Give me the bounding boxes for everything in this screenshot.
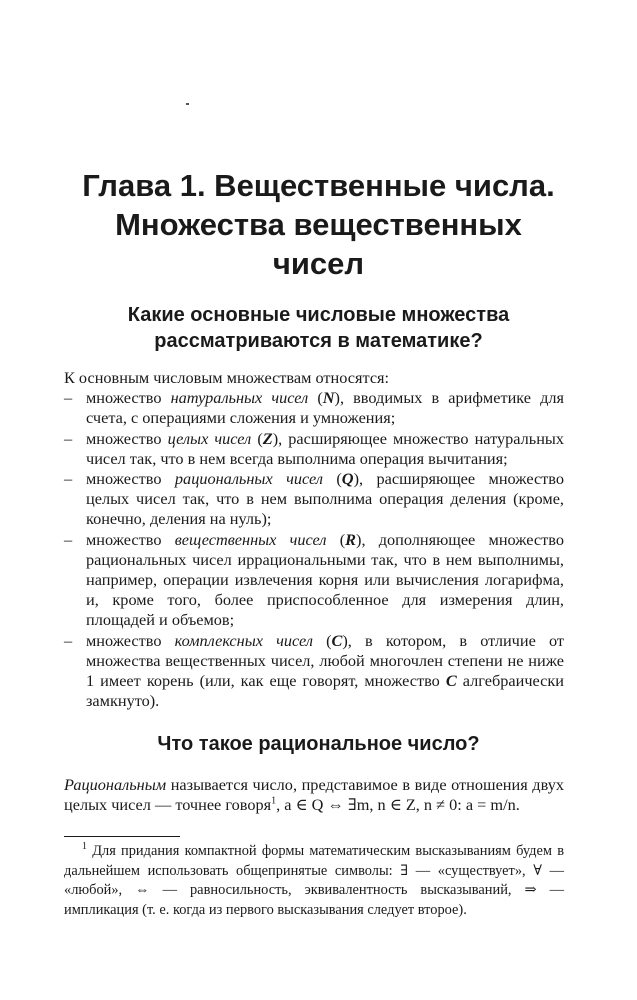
set-symbol: Q — [341, 469, 354, 489]
chapter-title-line: Множества вещественных — [115, 207, 522, 242]
item-term: вещественных чисел — [174, 529, 327, 549]
scan-speck — [186, 103, 189, 105]
intro-sentence: К основным числовым множествам относятся: — [64, 368, 390, 387]
rational-definition — [64, 775, 564, 815]
defined-term: Рациональным — [64, 775, 167, 794]
set-symbol: C — [331, 630, 343, 650]
section-heading-line: Какие основные числовые множества — [127, 304, 510, 326]
item-text: , расширяющее множество натуральных чисел так, что в нем всегда выполнима операция вычитания; — [86, 428, 564, 468]
definition-formula: , a ∈ Q ⇔ ∃m, n ∈ Z, n ≠ 0: a = m/n. — [276, 795, 520, 815]
section-heading-rational: Что такое рациональное число? — [157, 733, 480, 755]
item-term: рациональных чисел — [174, 469, 323, 489]
item-prefix: множество — [86, 469, 175, 489]
number-sets-body — [64, 368, 564, 711]
section-heading-number-sets — [40, 302, 597, 354]
list-item: – множество рациональных чисел (Q), расширяющее множество целых чисел так, что в нем выполнима операция деления (кроме, конечно, деления на нуль); — [64, 469, 564, 530]
item-text: , в котором, в отличие от множества вещественных чисел, любой многочлен степени не ниже 1 имеет корень (или, как еще говорят, множество — [86, 630, 564, 691]
section-heading-line: рассматриваются в математике? — [154, 330, 483, 352]
definition-text: называется число, представимое в виде отношения двух целых чисел — точнее говоря — [64, 775, 564, 815]
chapter-title — [40, 166, 597, 283]
item-term: натуральных чисел — [170, 388, 309, 408]
chapter-title-line: чисел — [272, 246, 365, 281]
item-text: алгебраически замкнуто). — [86, 671, 564, 711]
footnote-mark: 1 — [271, 795, 277, 807]
set-symbol: C — [445, 671, 457, 691]
list-item: – множество целых чисел (Z), расширяющее множество натуральных чисел так, что в нем всегда выполнима операция вычитания; — [64, 429, 564, 469]
set-symbol: R — [345, 529, 357, 549]
list-item: – множество комплексных чисел (C), в котором, в отличие от множества вещественных чисел, любой многочлен степени не ниже 1 имеет корень (или, как еще говорят, множество C алгебраически замкнуто). — [64, 631, 564, 712]
item-text: , дополняющее множество рациональных чисел иррациональными так, что в нем выполнимы, например, операции извлечения корня или вычисления логарифма, и, кроме того, более приспособленное для измерения длин, площадей и объемов; — [86, 529, 564, 630]
item-prefix: множество — [86, 388, 171, 408]
list-item: – множество натуральных чисел (N), вводимых в арифметике для счета, с операциями сложения и умножения; — [64, 388, 564, 428]
footnote-text: Для придания компактной формы математическим высказываниям будем в дальнейшем использовать общепринятые символы: ∃ — «существует», ∀ — «любой», ⇔ — равносильность, эквивалентность высказываний, ⇒ — импликация (т. е. когда из первого высказывания следует второе). — [64, 843, 564, 918]
chapter-title-line: Глава 1. Вещественные числа. — [82, 168, 555, 203]
set-symbol: N — [322, 388, 335, 408]
footnote-number: 1 — [82, 841, 87, 853]
set-symbol: Z — [262, 428, 273, 448]
item-prefix: множество — [86, 428, 168, 448]
item-term: целых чисел — [167, 428, 252, 448]
item-text: , расширяющее множество целых чисел так, что в нем выполнима операция деления (кроме, конечно, деления на нуль); — [86, 469, 565, 529]
number-sets-list — [64, 388, 564, 711]
list-item: – множество вещественных чисел (R), дополняющее множество рациональных чисел иррациональными так, что в нем выполнимы, например, операции извлечения корня или вычисления логарифма, и, кроме того, более приспособленное для измерения длин, площадей и объемов; — [64, 530, 564, 631]
item-prefix: множество — [86, 630, 175, 650]
item-prefix: множество — [86, 529, 175, 549]
item-term: комплексных чисел — [174, 630, 313, 650]
item-text: , вводимых в арифметике для счета, с операциями сложения и умножения; — [86, 388, 565, 428]
footnote — [64, 842, 564, 920]
footnote-divider — [64, 836, 180, 837]
